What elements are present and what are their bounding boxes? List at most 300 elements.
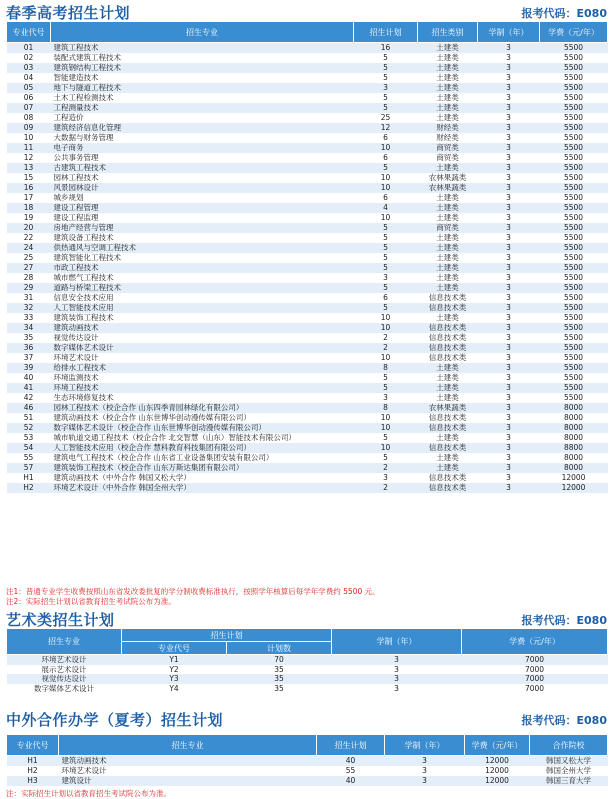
spring-row-cell: 信息技术类 [418,353,478,363]
spring-row [7,283,608,293]
spring-row-cell: 3 [478,363,540,373]
spring-row-cell: 视觉传达设计 [51,333,354,343]
spring-row-cell: 生态环境修复技术 [51,393,354,403]
spring-row [7,343,608,353]
spring-row-cell: 5500 [540,303,608,313]
spring-row-cell: 土建类 [418,73,478,83]
coop-note: 注：实际招生计划以省教育招生考试院公布为准。 [6,789,171,798]
coop-row-cell: 40 [317,756,385,767]
spring-row-cell: 农林果蔬类 [418,173,478,183]
spring-row-cell: 人工智能技术应用 [51,303,354,313]
spring-row-cell: 3 [478,293,540,303]
art-row-cell: 7000 [462,684,608,694]
spring-row-cell: 6 [354,293,418,303]
spring-row-cell: 04 [7,73,51,83]
spring-row-cell: 8 [354,363,418,373]
spring-row-cell: 5500 [540,43,608,54]
spring-row-cell: 5500 [540,353,608,363]
spring-row-cell: 3 [478,353,540,363]
spring-row-cell: 54 [7,443,51,453]
spring-row [7,193,608,203]
spring-row-cell: 3 [478,463,540,473]
spring-row-cell: 信息技术类 [418,443,478,453]
spring-row-cell: 3 [478,403,540,413]
art-row-cell: Y4 [122,684,227,694]
spring-row [7,133,608,143]
spring-row-cell: 3 [478,473,540,483]
spring-row-cell: 信息技术类 [418,293,478,303]
spring-row-cell: 3 [354,273,418,283]
spring-row [7,153,608,163]
coop-code: 报考代码：E080 [521,713,607,727]
spring-row [7,173,608,183]
spring-row-cell: 10 [354,183,418,193]
spring-row-cell: 12 [354,123,418,133]
spring-row-cell: 建设工程监理 [51,213,354,223]
art-table [6,628,608,693]
coop-header-plan: 招生计划 [317,735,385,756]
art-row-cell: 70 [227,655,332,665]
spring-row-cell: 5500 [540,103,608,113]
art-row-cell: Y2 [122,665,227,675]
coop-title-row [6,709,607,730]
art-row-cell: 7000 [462,665,608,675]
spring-row-cell: 07 [7,103,51,113]
spring-row-cell: 房地产经营与管理 [51,223,354,233]
spring-row-cell: 5 [354,433,418,443]
spring-row [7,53,608,63]
spring-row [7,83,608,93]
spring-row [7,63,608,73]
spring-row-cell: 46 [7,403,51,413]
spring-row-cell: 3 [478,63,540,73]
spring-row-cell: 3 [354,393,418,403]
spring-row-cell: 5 [354,53,418,63]
spring-row-cell: 25 [7,253,51,263]
spring-row-cell: 3 [478,243,540,253]
spring-row-cell: 土建类 [418,283,478,293]
spring-row-cell: 3 [478,133,540,143]
art-title: 艺术类招生计划 [6,611,115,629]
art-row-cell: 7000 [462,674,608,684]
art-header-count: 计划数 [227,642,332,655]
spring-row-cell: 环境艺术设计（中外合作 韩国全州大学） [51,483,354,493]
spring-row-cell: 13 [7,163,51,173]
coop-header-major: 招生专业 [59,735,317,756]
spring-row-cell: 3 [478,143,540,153]
spring-row-cell: 5 [354,283,418,293]
spring-row-cell: 财经类 [418,123,478,133]
spring-header-row [7,22,608,43]
spring-row-cell: 土建类 [418,393,478,403]
spring-row-cell: 公共事务管理 [51,153,354,163]
spring-row-cell: 8000 [540,463,608,473]
coop-header-partner: 合作院校 [530,735,608,756]
spring-row-cell: 5 [354,223,418,233]
spring-row [7,203,608,213]
spring-row-cell: 18 [7,203,51,213]
spring-row-cell: 土建类 [418,253,478,263]
spring-row [7,323,608,333]
spring-row-cell: 3 [478,323,540,333]
spring-row [7,483,608,493]
spring-row [7,223,608,233]
spring-row [7,333,608,343]
spring-row-cell: 5500 [540,393,608,403]
spring-row-cell: 3 [478,213,540,223]
spring-row-cell: 41 [7,383,51,393]
spring-row-cell: 4 [354,203,418,213]
spring-row-cell: 信息技术类 [418,303,478,313]
spring-row [7,373,608,383]
spring-row-cell: 5 [354,233,418,243]
spring-row-cell: 5500 [540,153,608,163]
spring-row-cell: 25 [354,113,418,123]
spring-row-cell: 20 [7,223,51,233]
spring-row-cell: 土建类 [418,313,478,323]
spring-row-cell: 城乡规划 [51,193,354,203]
coop-row-cell: 3 [385,766,465,776]
spring-row-cell: 3 [478,103,540,113]
spring-row-cell: 5 [354,103,418,113]
spring-row-cell: 05 [7,83,51,93]
coop-row-cell: H3 [7,776,59,786]
art-code: 报考代码：E080 [521,613,607,627]
spring-row-cell: 8000 [540,403,608,413]
coop-row-cell: H1 [7,756,59,767]
coop-row-cell: 韩国三育大学 [530,776,608,786]
spring-row-cell: 10 [7,133,51,143]
spring-row-cell: 3 [478,93,540,103]
spring-row-cell: 大数据与财务管理 [51,133,354,143]
spring-row-cell: 5500 [540,63,608,73]
spring-row-cell: 建筑装饰工程技术 [51,313,354,323]
spring-row-cell: 3 [478,373,540,383]
spring-row-cell: 5500 [540,133,608,143]
spring-row-cell: 3 [478,483,540,493]
spring-row-cell: 土建类 [418,433,478,443]
spring-row-cell: 35 [7,333,51,343]
spring-row-cell: 12 [7,153,51,163]
spring-row-cell: 3 [478,183,540,193]
spring-row-cell: 3 [478,283,540,293]
spring-row [7,143,608,153]
spring-row-cell: 5 [354,453,418,463]
art-row [7,655,608,665]
spring-row [7,293,608,303]
spring-row-cell: 地下与隧道工程技术 [51,83,354,93]
spring-row-cell: 城市轨道交通工程技术（校企合作 北交智慧（山东）智能技术有限公司） [51,433,354,443]
spring-row-cell: 3 [478,413,540,423]
spring-row-cell: 5 [354,243,418,253]
art-row [7,684,608,694]
spring-row [7,43,608,54]
spring-row-cell: 环境艺术设计 [51,353,354,363]
spring-row-cell: 土建类 [418,83,478,93]
spring-row-cell: 09 [7,123,51,133]
coop-row-cell: H2 [7,766,59,776]
header-major: 招生专业 [51,22,354,43]
spring-row-cell: 3 [478,443,540,453]
spring-row-cell: 10 [354,313,418,323]
spring-row [7,253,608,263]
spring-row-cell: 建筑设备工程技术 [51,233,354,243]
art-row-cell: 数字媒体艺术设计 [7,684,122,694]
coop-header-fee: 学费（元/年） [465,735,530,756]
spring-row-cell: 3 [354,83,418,93]
spring-row-cell: 5500 [540,243,608,253]
spring-row [7,183,608,193]
spring-row-cell: 36 [7,343,51,353]
spring-row-cell: 5500 [540,333,608,343]
spring-row-cell: 3 [478,173,540,183]
spring-code: 报考代码：E080 [521,6,607,20]
spring-row-cell: 土建类 [418,163,478,173]
spring-note-1: 注1：普通专业学生收费按照山东省发改委批复的学分制收费标准执行，按照学年核算后每学年学费约 5500 元。 [6,587,380,596]
spring-row [7,443,608,453]
spring-title-row [6,2,607,23]
spring-row-cell: 商贸类 [418,223,478,233]
spring-row [7,413,608,423]
spring-row-cell: 5500 [540,273,608,283]
spring-row-cell: 10 [354,213,418,223]
spring-row-cell: 57 [7,463,51,473]
spring-row-cell: 27 [7,263,51,273]
spring-row-cell: 环境监测技术 [51,373,354,383]
spring-row-cell: 5500 [540,93,608,103]
coop-row-cell: 40 [317,776,385,786]
spring-row-cell: 5500 [540,123,608,133]
spring-row-cell: 3 [478,53,540,63]
coop-row-cell: 韩国全州大学 [530,766,608,776]
spring-row-cell: 5500 [540,363,608,373]
spring-row-cell: 5 [354,263,418,273]
spring-row-cell: 工程造价 [51,113,354,123]
spring-row [7,463,608,473]
spring-row [7,273,608,283]
spring-row-cell: 40 [7,373,51,383]
spring-row-cell: 3 [478,393,540,403]
spring-row-cell: H2 [7,483,51,493]
coop-row-cell: 环境艺术设计 [59,766,317,776]
spring-row [7,163,608,173]
spring-row-cell: 8800 [540,443,608,453]
coop-row [7,776,608,786]
spring-row-cell: 5500 [540,113,608,123]
spring-row-cell: 古建筑工程技术 [51,163,354,173]
coop-row-cell: 12000 [465,756,530,767]
coop-row-cell: 3 [385,776,465,786]
spring-row-cell: 8000 [540,433,608,443]
spring-row-cell: 3 [478,113,540,123]
spring-row-cell: 智能建造技术 [51,73,354,83]
spring-row-cell: 3 [478,233,540,243]
header-fee: 学费（元/年） [540,22,608,43]
spring-row [7,393,608,403]
spring-row-cell: 城市燃气工程技术 [51,273,354,283]
spring-row-cell: 10 [354,143,418,153]
spring-row-cell: 6 [354,153,418,163]
spring-row-cell: 建筑钢结构工程技术 [51,63,354,73]
spring-row-cell: 5500 [540,223,608,233]
coop-row-cell: 12000 [465,776,530,786]
spring-row-cell: 土建类 [418,373,478,383]
spring-row-cell: 10 [354,413,418,423]
art-row-cell: 35 [227,665,332,675]
spring-row-cell: 12000 [540,483,608,493]
spring-row-cell: 8000 [540,413,608,423]
spring-row-cell: 土建类 [418,43,478,54]
coop-row-cell: 12000 [465,766,530,776]
spring-row-cell: 19 [7,213,51,223]
spring-row-cell: 55 [7,453,51,463]
coop-row [7,756,608,767]
spring-row-cell: 5 [354,303,418,313]
spring-row-cell: 信息技术类 [418,343,478,353]
spring-row-cell: 5 [354,63,418,73]
spring-row-cell: 10 [354,173,418,183]
art-row [7,665,608,675]
coop-row-cell: 建筑动画技术 [59,756,317,767]
spring-row-cell: 02 [7,53,51,63]
spring-row-cell: 装配式建筑工程技术 [51,53,354,63]
spring-row-cell: 3 [478,433,540,443]
spring-row-cell: 5500 [540,323,608,333]
spring-row-cell: 建筑经济信息化管理 [51,123,354,133]
spring-row [7,433,608,443]
spring-row-cell: 信息技术类 [418,423,478,433]
spring-row-cell: 5 [354,383,418,393]
art-header-years: 学制（年） [332,629,462,655]
spring-row-cell: 16 [7,183,51,193]
spring-row-cell: 3 [478,383,540,393]
spring-row-cell: 工程测量技术 [51,103,354,113]
art-title-row [6,609,607,630]
spring-row-cell: 3 [478,263,540,273]
spring-row-cell: 53 [7,433,51,443]
header-category: 招生类别 [418,22,478,43]
spring-row-cell: 8000 [540,423,608,433]
spring-row-cell: 建筑装饰工程技术（校企合作 山东万斯达集团有限公司） [51,463,354,473]
spring-row-cell: 土建类 [418,93,478,103]
art-row-cell: 3 [332,674,462,684]
spring-row-cell: 5500 [540,293,608,303]
spring-row-cell: 数字媒体艺术设计（校企合作 山东世博华创动漫传媒有限公司） [51,423,354,433]
spring-row-cell: 5500 [540,313,608,323]
spring-row-cell: 10 [354,323,418,333]
spring-row-cell: 10 [354,443,418,453]
spring-row-cell: 土建类 [418,243,478,253]
spring-row-cell: 31 [7,293,51,303]
spring-row-cell: 42 [7,393,51,403]
spring-row-cell: 3 [478,253,540,263]
spring-row-cell: 土建类 [418,233,478,243]
spring-row [7,93,608,103]
spring-row-cell: 人工智能技术应用（校企合作 慧科教育科技集团有限公司） [51,443,354,453]
art-row-cell: 3 [332,684,462,694]
spring-row-cell: 土建类 [418,113,478,123]
spring-row-cell: 29 [7,283,51,293]
coop-title: 中外合作办学（夏考）招生计划 [6,711,224,729]
spring-row-cell: 52 [7,423,51,433]
spring-row-cell: 2 [354,463,418,473]
art-row-cell: 35 [227,674,332,684]
spring-row-cell: 5500 [540,263,608,273]
spring-row-cell: 3 [478,43,540,54]
spring-row-cell: 供热通风与空调工程技术 [51,243,354,253]
spring-row-cell: 土木工程检测技术 [51,93,354,103]
spring-row-cell: 3 [478,73,540,83]
spring-row-cell: 5500 [540,283,608,293]
coop-header-years: 学制（年） [385,735,465,756]
spring-row-cell: 建筑电气工程技术（校企合作 山东省工业设备集团安装有限公司） [51,453,354,463]
spring-row [7,353,608,363]
spring-row-cell: 8 [354,403,418,413]
spring-row-cell: 土建类 [418,193,478,203]
spring-row-cell: 5500 [540,183,608,193]
spring-row-cell: 商贸类 [418,143,478,153]
spring-row-cell: 建筑智能化工程技术 [51,253,354,263]
spring-row-cell: 5500 [540,343,608,353]
art-header-code: 专业代号 [122,642,227,655]
spring-row-cell: 建设工程管理 [51,203,354,213]
spring-row-cell: 3 [478,303,540,313]
spring-row-cell: 信息技术类 [418,333,478,343]
spring-row-cell: 信息技术类 [418,483,478,493]
spring-note-2: 注2：实际招生计划以省教育招生考试院公布为准。 [6,597,176,606]
spring-row-cell: 园林工程技术 [51,173,354,183]
spring-row [7,423,608,433]
spring-row-cell: 5500 [540,383,608,393]
spring-row-cell: 3 [478,423,540,433]
spring-row-cell: 财经类 [418,133,478,143]
spring-row-cell: H1 [7,473,51,483]
spring-row [7,453,608,463]
spring-row-cell: 17 [7,193,51,203]
coop-table [6,734,608,786]
spring-row-cell: 37 [7,353,51,363]
spring-row [7,363,608,373]
spring-row [7,73,608,83]
spring-row-cell: 10 [354,353,418,363]
spring-row-cell: 5500 [540,53,608,63]
spring-row-cell: 5 [354,163,418,173]
spring-row [7,263,608,273]
spring-row-cell: 5 [354,73,418,83]
spring-row-cell: 土建类 [418,453,478,463]
spring-row-cell: 3 [478,193,540,203]
spring-row-cell: 数字媒体艺术设计 [51,343,354,353]
spring-row-cell: 2 [354,483,418,493]
art-row-cell: 展示艺术设计 [7,665,122,675]
header-plan: 招生计划 [354,22,418,43]
art-row-cell: 7000 [462,655,608,665]
spring-row-cell: 土建类 [418,363,478,373]
spring-row-cell: 24 [7,243,51,253]
spring-row-cell: 信息技术类 [418,473,478,483]
spring-row-cell: 5500 [540,173,608,183]
spring-row-cell: 建筑动画技术（校企合作 山东世博华创动漫传媒有限公司） [51,413,354,423]
coop-row-cell: 55 [317,766,385,776]
art-row-cell: 环境艺术设计 [7,655,122,665]
spring-row-cell: 51 [7,413,51,423]
spring-row-cell: 电子商务 [51,143,354,153]
spring-row-cell: 5500 [540,233,608,243]
coop-row-cell: 韩国又松大学 [530,756,608,767]
spring-row-cell: 5500 [540,83,608,93]
spring-row-cell: 11 [7,143,51,153]
spring-row [7,113,608,123]
